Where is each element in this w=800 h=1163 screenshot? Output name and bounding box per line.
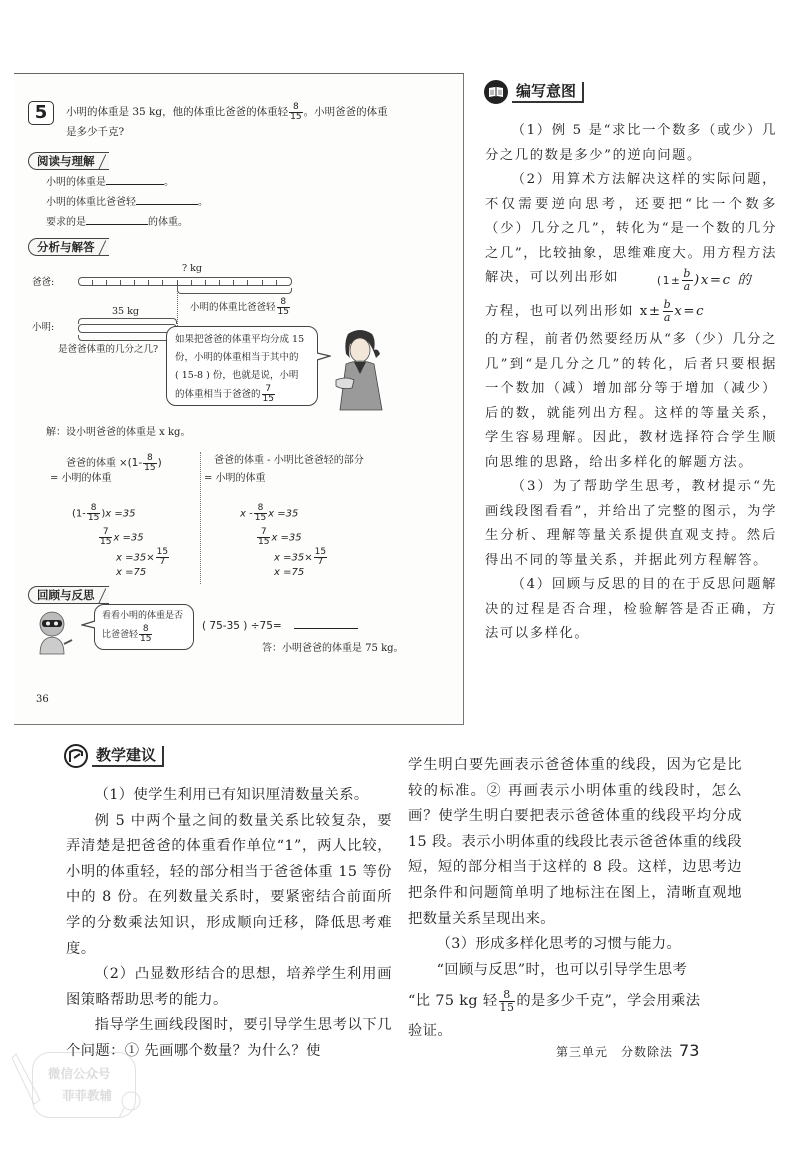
suggestions-title: 教学建议 <box>92 746 164 767</box>
final-answer: 答：小明爸爸的体重是 75 kg。 <box>262 643 404 654</box>
read-line-2: 小明的体重比爸爸轻 。 <box>46 194 208 210</box>
intent-paragraph: （3）为了帮助学生思考，教材提示“先画线段图看看”，并给出了完整的图示，为学生分析、理解等量关系提供直观支持。然后得出不同的等量关系，并据此列方程解答。 <box>485 479 777 568</box>
suggestion-paragraph: 验证。 <box>408 1023 453 1040</box>
teacher-speech-bubble: 如果把爸爸的体重平均分成 15 份，小明的体重相当于其中的 ( 15-8 ) 份，也就是说，小明 的体重相当于爸爸的 $\frac{7}{15}$ <box>166 326 318 406</box>
method-divider <box>200 452 201 584</box>
lighter-brace <box>177 288 292 294</box>
intent-paragraph: （2）用算术方法解决这样的实际问题，不仅需要逆向思考，还要把“比一个数多（少）几分之几”，转化为“是一个数的几分之几”，比较抽象，思维难度大。用方程方法解决，可以列出形如 <box>485 172 777 285</box>
dad-total-label: ? kg <box>182 263 202 274</box>
answer-blank[interactable] <box>136 194 198 205</box>
fraction: $\frac{8}{15}$ <box>290 101 302 122</box>
suggestion-paragraph: 指导学生画线段图时，要引导学生思考以下几个问题：① 先画哪个数量？为什么？使 <box>66 1017 392 1059</box>
teaching-icon <box>64 744 88 768</box>
intent-paragraph: （4）回顾与反思的目的在于反思问题解决的过程是否合理，检验解答是否正确，方法可以多样化。 <box>485 577 777 641</box>
ming-question-label: 是爸爸体重的几分之几? <box>58 344 159 355</box>
inset-page-number: 36 <box>36 694 49 705</box>
example-number-badge: 5 <box>28 101 54 125</box>
example-question <box>66 102 446 142</box>
suggestion-paragraph: （3）形成多样化思考的习惯与能力。 <box>436 936 682 953</box>
suggestions-left-column <box>66 783 392 1065</box>
ming-bar <box>78 324 177 333</box>
read-understand-tag: 阅读与理解 <box>28 152 109 170</box>
robot-speech-bubble: 看看小明的体重是否 比爸爸轻 $\frac{8}{15}$ <box>94 604 194 650</box>
ming-label: 小明: <box>32 322 55 333</box>
ming-weight-label: 35 kg <box>112 306 139 317</box>
check-expression: ( 75-35 ) ÷75= <box>202 618 358 633</box>
intent-paragraph: （1）例 5 是“求比一个数多（或少）几分之几的数是多少”的逆向问题。 <box>485 123 777 163</box>
suggestion-paragraph: 例 5 中两个量之间的数量关系比较复杂，要弄清楚是把爸爸的体重看作单位“1”，两人比较，小明的体重轻，轻的部分相当于爸爸体重 15 等份中的 8 份。在列数量关系时，要紧密结合前面所学的分数乘法知识，形成顺向迁移，降低思考难度。 <box>66 812 392 957</box>
intent-paragraph: 的方程，前者仍然要经历从“多（少）几分之几”到“是几分之几”的转化，后者只要根据一个数加（减）增加部分等于增加（减少）后的数，就能列出方程。这样的等量关系，学生容易理解。因此，教材选择符合学生顺向思维的思路，给出多样化的解题方法。 <box>485 332 777 470</box>
read-line-1: 小明的体重是 。 <box>46 174 174 190</box>
check-answer-blank[interactable] <box>294 618 358 629</box>
watermark: 微信公众号 菲菲教辅 <box>10 1050 140 1120</box>
suggestion-paragraph: “回顾与反思”时，也可以引导学生思考 <box>436 961 688 978</box>
question-text: 小明的体重是 35 kg，他的体重比爸爸的体重轻 <box>66 106 289 118</box>
solution-intro: 解：设小明爸爸的体重是 x kg。 <box>46 427 191 438</box>
dotted-guide <box>177 286 178 328</box>
ming-question-brace <box>78 335 177 341</box>
pencil-icon <box>10 1050 50 1110</box>
suggestion-paragraph: 学生明白要先画表示爸爸体重的线段，因为它是比较的标准。② 再画表示小明体重的线段时，怎么画？使学生明白要把表示爸爸体重的线段平均分成 15 段。表示小明体重的线段比表示爸爸体重的线段短，短的部分相当于这样的 8 段。这样，边思考边把条件和问题简单明了地标注在图上，清晰直观地把数量关系呈现出来。 <box>408 757 742 927</box>
dad-bar <box>78 277 292 286</box>
answer-blank[interactable] <box>106 174 164 185</box>
intent-title: 编写意图 <box>512 82 584 103</box>
textbook-page-inset: 5 小明的体重是 35 kg，他的体重比爸爸的体重轻 $\frac{8}{15}$ 。小明爸爸的体重 是多少千克? 阅读与理解 小明的体重是 。 小明的体重比爸爸轻 。 要求的是 的体重。 分析与解答 ? kg 爸爸: 小明的体重比爸爸轻 $\frac{8}{15}$ 35 kg 小明: 是爸爸体重的几分之几? 如果把爸爸的体重平均分成 15 份，小明的体重相当于其中的 ( 15-8 ) 份，也就是说，小明 的体重相当于爸爸的 $\frac{7}{15}$ 解：设小明爸爸的体重是 x kg。 爸爸的体重 ×(1- $\frac{8}{15}$ ) = 小明的体重 (1- $\frac{8}{15}$ )x =35 $\frac{7}{15}$ x =35 x =35× $\frac{15}{7}$ x =75 爸爸的体重 - 小明比爸爸轻的部分 = 小明的体重 x - $\frac{8}{15}$ x =35 $\frac{7}{15}$ x =35 x =35× $\frac{15}{7}$ x =75 回顾与反思 看看小明的体重是否 比爸爸轻 $\frac{8}{15}$ ( 75-35 ) ÷75= 答：小明爸爸的体重是 75 kg。 36 <box>14 73 464 725</box>
read-line-3: 要求的是 的体重。 <box>46 214 188 230</box>
formula-2: 方程，也可以列出形如 x± $\frac{b}{a}$ x=c <box>485 298 706 324</box>
suggestion-paragraph: （2）凸显数形结合的思想，培养学生利用画图策略帮助思考的能力。 <box>66 966 392 1008</box>
page-number: 73 <box>679 1041 700 1060</box>
unit-label: 第三单元 分数除法 <box>556 1045 674 1059</box>
suggestions-right-column <box>408 753 742 1045</box>
open-book-icon <box>484 80 508 104</box>
review-reflect-tag: 回顾与反思 <box>28 586 109 604</box>
bubble-tail-icon <box>317 352 331 362</box>
bubble-tail-icon <box>81 620 95 630</box>
suggestions-header <box>64 744 164 768</box>
robot-mascot-icon <box>34 610 74 656</box>
lighter-label: 小明的体重比爸爸轻 $\frac{8}{15}$ <box>190 297 289 317</box>
analyze-solve-tag: 分析与解答 <box>28 238 109 256</box>
suggestion-paragraph: （1）使学生利用已有知识厘清数量关系。 <box>94 787 369 803</box>
formula-1: (1± $\frac{b}{a}$ )x=c 的 <box>657 267 753 293</box>
intent-body <box>485 119 777 647</box>
intent-header <box>484 80 584 104</box>
question-text: 。小明爸爸的体重 <box>303 106 388 118</box>
answer-blank[interactable] <box>86 214 148 225</box>
verify-line: “比 75 kg 轻 $\frac{8}{15}$ 的是多少千克”，学会用乘法 <box>408 987 701 1014</box>
magnifier-icon <box>118 1090 142 1120</box>
question-text: 是多少千克? <box>66 126 125 138</box>
page-footer <box>556 1041 699 1060</box>
girl-teacher-illustration-icon <box>332 328 390 412</box>
dad-label: 爸爸: <box>32 277 55 288</box>
